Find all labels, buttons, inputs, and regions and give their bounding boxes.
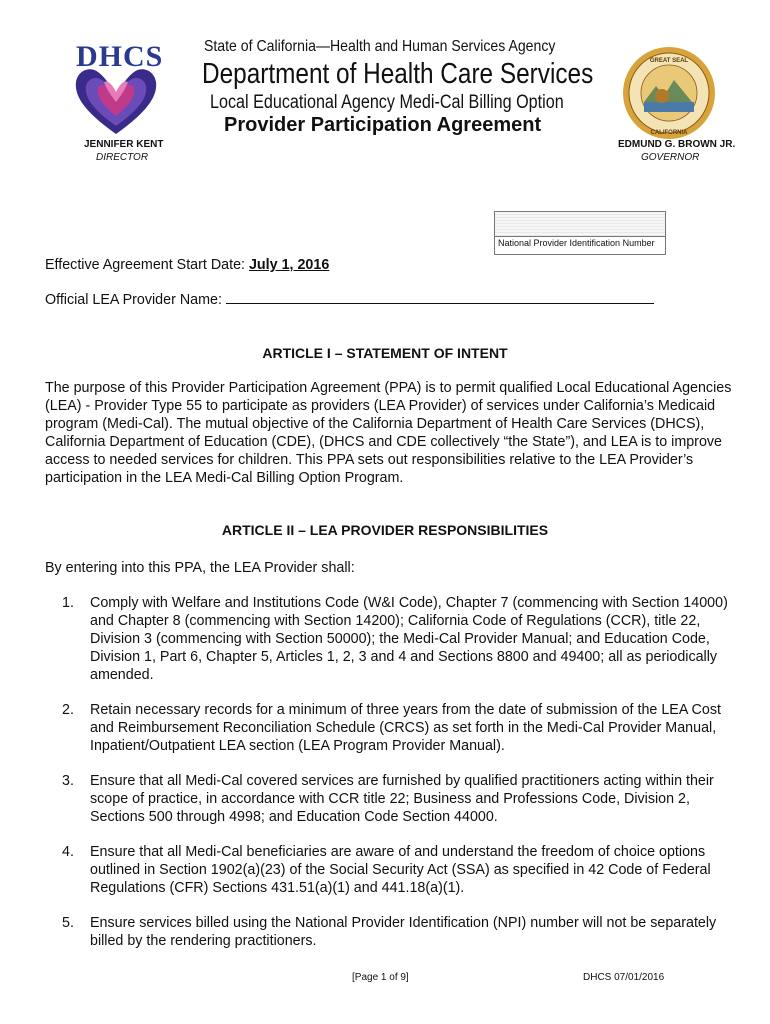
director-name: JENNIFER KENT [84, 139, 164, 150]
list-item-number: 4. [62, 844, 74, 860]
list-item-number: 2. [62, 702, 74, 718]
form-revision: DHCS 07/01/2016 [583, 972, 665, 983]
provider-name-row [45, 291, 654, 308]
svg-text:CALIFORNIA: CALIFORNIA [650, 130, 688, 136]
npi-label: National Provider Identification Number [498, 238, 655, 248]
agency-name: State of California—Health and Human Services Agency [204, 38, 556, 55]
list-item-number: 5. [62, 915, 74, 931]
provider-name-field[interactable] [226, 291, 654, 304]
list-item [62, 772, 732, 826]
list-item-text: Ensure services billed using the National Provider Identification (NPI) number will not be separately billed by the rendering practitioners. [90, 915, 717, 949]
list-item [62, 914, 732, 950]
list-item-text: Ensure that all Medi-Cal beneficiaries are aware of and understand the freedom of choice options outlined in Section 1902(a)(23) of the Social Security Act (SSA) as specified in 42 Code of Federal Regulations (CFR) Sections 431.51(a)(1) and 441.18(a)(1). [90, 844, 711, 896]
npi-input[interactable] [495, 212, 665, 237]
article-1-body: The purpose of this Provider Participation Agreement (PPA) is to permit qualified Local Educational Agencies (LEA) - Provider Type 55 to participate as providers (LEA Provider) of services under California’s Medicaid program (Medi-Cal). The mutual objective of the California Department of Health Care Services (DHCS), California Department of Education (CDE), (DHCS and CDE collectively “the State”), and LEA is to improve access to needed services for children. This PPA sets out responsibilities relative to the LEA Provider’s participation in the LEA Medi-Cal Billing Option Program. [45, 380, 732, 486]
department-name: Department of Health Care Services [202, 58, 594, 90]
start-date-label: Effective Agreement Start Date: [45, 257, 245, 273]
list-item-text: Comply with Welfare and Institutions Code (W&I Code), Chapter 7 (commencing with Section 14000) and Chapter 8 (commencing with Section 14200); California Code of Regulations (CCR), title 22, Division 3 (commencing with Section 50000); the Medi-Cal Provider Manual; and Education Code, Division 1, Part 6, Chapter 5, Articles 1, 2, 3 and 4 and Sections 8800 and 49400; all as periodically amended. [90, 595, 728, 683]
list-item [62, 843, 732, 897]
page-number: [Page 1 of 9] [352, 972, 409, 983]
california-state-seal [622, 46, 716, 140]
article-2-intro: By entering into this PPA, the LEA Provider shall: [45, 560, 355, 576]
governor-name: EDMUND G. BROWN JR. [618, 139, 736, 150]
article-2-heading: ARTICLE II – LEA PROVIDER RESPONSIBILITIES [221, 522, 549, 538]
dhcs-logo-text: DHCS [76, 40, 164, 73]
list-item [62, 701, 732, 755]
svg-text:GREAT SEAL: GREAT SEAL [649, 58, 689, 64]
governor-title: GOVERNOR [641, 152, 700, 163]
program-name: Local Educational Agency Medi-Cal Billing Option [210, 92, 564, 113]
provider-name-label: Official LEA Provider Name: [45, 292, 222, 308]
director-title: DIRECTOR [96, 152, 149, 163]
form-title: Provider Participation Agreement [224, 114, 542, 136]
list-item-text: Ensure that all Medi-Cal covered services are furnished by qualified practitioners acting within their scope of practice, in accordance with CCR title 22; Business and Professions Code, Division 2, Sections 500 through 4998; and Education Code Section 44000. [90, 773, 714, 825]
start-date-value: July 1, 2016 [248, 257, 330, 273]
article-1-heading: ARTICLE I – STATEMENT OF INTENT [262, 345, 508, 361]
list-item-number: 1. [62, 595, 74, 611]
npi-field [494, 211, 666, 255]
list-item-number: 3. [62, 773, 74, 789]
list-item-text: Retain necessary records for a minimum of three years from the date of submission of the LEA Cost and Reimbursement Reconciliation Schedule (CRCS) as set forth in the Medi-Cal Provider Manual, Inpatient/Outpatient LEA section (LEA Program Provider Manual). [90, 702, 721, 754]
start-date-row [45, 257, 329, 273]
list-item [62, 594, 732, 684]
